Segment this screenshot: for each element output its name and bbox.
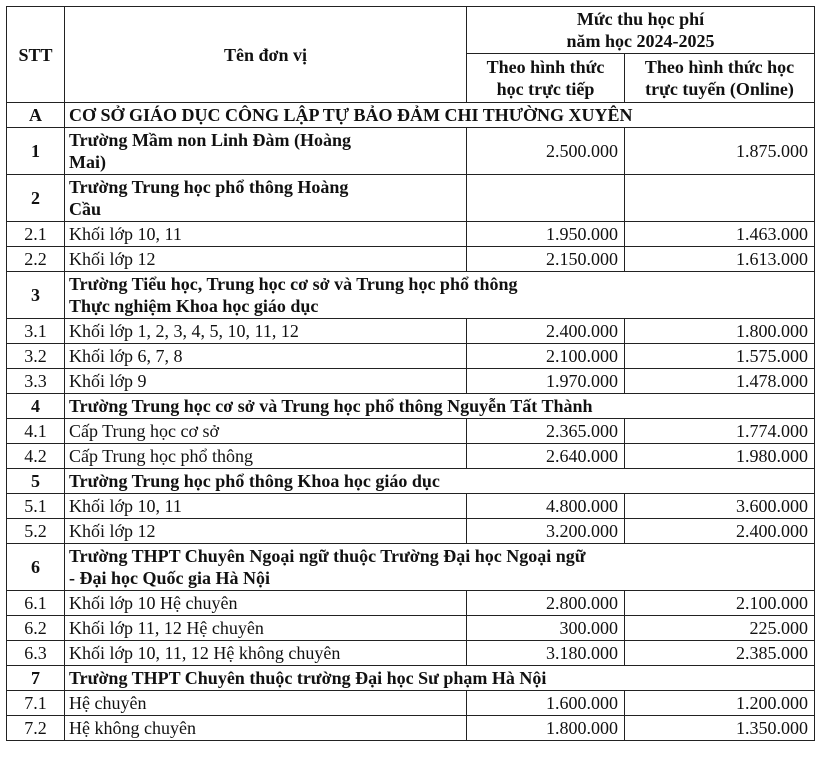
row-stt: 5.1 xyxy=(7,494,65,519)
table-row xyxy=(7,666,815,691)
row-unit-name-line2: Cầu xyxy=(69,199,102,219)
table-row xyxy=(7,272,815,319)
row-unit-name-line1: Trường Mầm non Linh Đàm (Hoàng xyxy=(69,130,351,150)
row-unit-name xyxy=(65,175,467,222)
row-unit-name-line1: Khối lớp 11, 12 Hệ chuyên xyxy=(69,618,264,638)
row-stt: 3.3 xyxy=(7,369,65,394)
row-unit-name xyxy=(65,344,467,369)
row-unit-name-line1: Hệ không chuyên xyxy=(69,718,196,738)
row-unit-name xyxy=(65,716,467,741)
table-row xyxy=(7,344,815,369)
table-row xyxy=(7,494,815,519)
row-unit-name-line1: Khối lớp 12 xyxy=(69,249,156,269)
header-direct-line1: Theo hình thức xyxy=(486,57,605,77)
row-unit-name xyxy=(65,319,467,344)
row-unit-name xyxy=(65,691,467,716)
row-stt: 2.1 xyxy=(7,222,65,247)
header-stt: STT xyxy=(7,7,65,103)
row-fee-online: 1.613.000 xyxy=(625,247,815,272)
row-unit-name-line2: Mai) xyxy=(69,152,106,172)
row-unit-name xyxy=(65,666,815,691)
row-fee-direct: 2.365.000 xyxy=(467,419,625,444)
row-fee-online: 1.575.000 xyxy=(625,344,815,369)
row-unit-name-line1: Khối lớp 10, 11 xyxy=(69,224,182,244)
row-unit-name xyxy=(65,222,467,247)
row-fee-online xyxy=(625,175,815,222)
row-stt: 6.2 xyxy=(7,616,65,641)
row-fee-online: 2.400.000 xyxy=(625,519,815,544)
row-unit-name xyxy=(65,591,467,616)
row-unit-name-line2: - Đại học Quốc gia Hà Nội xyxy=(69,568,270,588)
row-fee-direct: 2.800.000 xyxy=(467,591,625,616)
row-stt: 2 xyxy=(7,175,65,222)
row-fee-direct: 2.500.000 xyxy=(467,128,625,175)
row-unit-name-line1: Khối lớp 6, 7, 8 xyxy=(69,346,183,366)
row-unit-name-line1: Khối lớp 10, 11 xyxy=(69,496,182,516)
row-stt: 5.2 xyxy=(7,519,65,544)
row-fee-online: 225.000 xyxy=(625,616,815,641)
header-fee-title-line1: Mức thu học phí xyxy=(576,9,705,29)
row-fee-online: 1.200.000 xyxy=(625,691,815,716)
row-fee-direct: 1.970.000 xyxy=(467,369,625,394)
row-stt: 5 xyxy=(7,469,65,494)
row-fee-direct: 1.800.000 xyxy=(467,716,625,741)
row-fee-direct: 3.180.000 xyxy=(467,641,625,666)
row-unit-name xyxy=(65,272,815,319)
row-fee-direct: 1.600.000 xyxy=(467,691,625,716)
table-row xyxy=(7,616,815,641)
table-row xyxy=(7,519,815,544)
row-fee-direct: 300.000 xyxy=(467,616,625,641)
table-row xyxy=(7,319,815,344)
table-row xyxy=(7,691,815,716)
row-fee-online: 1.800.000 xyxy=(625,319,815,344)
row-fee-direct: 1.950.000 xyxy=(467,222,625,247)
row-unit-name xyxy=(65,544,815,591)
row-unit-name-line2: Thực nghiệm Khoa học giáo dục xyxy=(69,296,319,316)
row-stt: 7.1 xyxy=(7,691,65,716)
table-row xyxy=(7,369,815,394)
row-fee-online: 1.875.000 xyxy=(625,128,815,175)
row-unit-name xyxy=(65,419,467,444)
row-unit-name-line1: Khối lớp 10 Hệ chuyên xyxy=(69,593,238,613)
row-unit-name-line1: Khối lớp 1, 2, 3, 4, 5, 10, 11, 12 xyxy=(69,321,299,341)
row-unit-name-line1: Trường Tiểu học, Trung học cơ sở và Trung học phổ thông xyxy=(69,274,518,294)
row-stt: 7.2 xyxy=(7,716,65,741)
row-fee-online: 1.478.000 xyxy=(625,369,815,394)
row-unit-name xyxy=(65,494,467,519)
section-stt: A xyxy=(7,103,65,128)
row-fee-online: 1.463.000 xyxy=(625,222,815,247)
row-fee-online: 1.350.000 xyxy=(625,716,815,741)
row-stt: 4 xyxy=(7,394,65,419)
table-row xyxy=(7,419,815,444)
row-unit-name xyxy=(65,369,467,394)
table-row xyxy=(7,222,815,247)
header-online-line2: trực tuyến (Online) xyxy=(645,79,794,99)
table-row xyxy=(7,247,815,272)
row-stt: 4.2 xyxy=(7,444,65,469)
section-title: CƠ SỞ GIÁO DỤC CÔNG LẬP TỰ BẢO ĐẢM CHI THƯỜNG XUYÊN xyxy=(65,103,815,128)
row-fee-direct: 2.100.000 xyxy=(467,344,625,369)
table-row xyxy=(7,641,815,666)
header-direct-line2: học trực tiếp xyxy=(496,79,595,99)
table-row xyxy=(7,591,815,616)
row-stt: 4.1 xyxy=(7,419,65,444)
row-unit-name xyxy=(65,469,815,494)
row-unit-name-line1: Trường THPT Chuyên Ngoại ngữ thuộc Trường Đại học Ngoại ngữ xyxy=(69,546,586,566)
row-unit-name xyxy=(65,519,467,544)
row-fee-online: 1.980.000 xyxy=(625,444,815,469)
row-stt: 1 xyxy=(7,128,65,175)
row-unit-name xyxy=(65,616,467,641)
table-row xyxy=(7,175,815,222)
header-row-1 xyxy=(7,7,815,54)
row-stt: 3.1 xyxy=(7,319,65,344)
tuition-fee-table xyxy=(6,6,815,741)
row-fee-direct xyxy=(467,175,625,222)
table-row xyxy=(7,444,815,469)
row-fee-direct: 3.200.000 xyxy=(467,519,625,544)
row-fee-online: 2.385.000 xyxy=(625,641,815,666)
row-stt: 7 xyxy=(7,666,65,691)
row-unit-name-line1: Khối lớp 12 xyxy=(69,521,156,541)
row-unit-name-line1: Khối lớp 10, 11, 12 Hệ không chuyên xyxy=(69,643,341,663)
row-unit-name xyxy=(65,247,467,272)
header-online xyxy=(625,54,815,103)
row-unit-name-line1: Trường Trung học phổ thông Khoa học giáo dục xyxy=(69,471,440,491)
row-unit-name xyxy=(65,394,815,419)
row-fee-direct: 2.400.000 xyxy=(467,319,625,344)
header-fee-title-line2: năm học 2024-2025 xyxy=(566,31,715,51)
row-stt: 3 xyxy=(7,272,65,319)
row-stt: 6.1 xyxy=(7,591,65,616)
row-unit-name-line1: Trường THPT Chuyên thuộc trường Đại học Sư phạm Hà Nội xyxy=(69,668,547,688)
table-row xyxy=(7,544,815,591)
table-row xyxy=(7,716,815,741)
row-unit-name-line1: Trường Trung học phổ thông Hoàng xyxy=(69,177,349,197)
row-unit-name-line1: Trường Trung học cơ sở và Trung học phổ thông Nguyễn Tất Thành xyxy=(69,396,593,416)
row-fee-direct: 2.150.000 xyxy=(467,247,625,272)
header-online-line1: Theo hình thức học xyxy=(644,57,795,77)
row-fee-online: 3.600.000 xyxy=(625,494,815,519)
row-unit-name-line1: Hệ chuyên xyxy=(69,693,147,713)
header-fee-title xyxy=(467,7,815,54)
row-unit-name-line1: Cấp Trung học cơ sở xyxy=(69,421,220,441)
row-unit-name xyxy=(65,444,467,469)
row-stt: 6 xyxy=(7,544,65,591)
row-stt: 2.2 xyxy=(7,247,65,272)
table-row xyxy=(7,128,815,175)
header-direct xyxy=(467,54,625,103)
row-unit-name-line1: Khối lớp 9 xyxy=(69,371,147,391)
row-fee-online: 1.774.000 xyxy=(625,419,815,444)
row-unit-name xyxy=(65,128,467,175)
row-stt: 3.2 xyxy=(7,344,65,369)
row-fee-direct: 2.640.000 xyxy=(467,444,625,469)
header-unit-name: Tên đơn vị xyxy=(65,7,467,103)
section-row xyxy=(7,103,815,128)
table-row xyxy=(7,394,815,419)
table-row xyxy=(7,469,815,494)
row-stt: 6.3 xyxy=(7,641,65,666)
row-fee-direct: 4.800.000 xyxy=(467,494,625,519)
row-fee-online: 2.100.000 xyxy=(625,591,815,616)
row-unit-name-line1: Cấp Trung học phổ thông xyxy=(69,446,254,466)
row-unit-name xyxy=(65,641,467,666)
